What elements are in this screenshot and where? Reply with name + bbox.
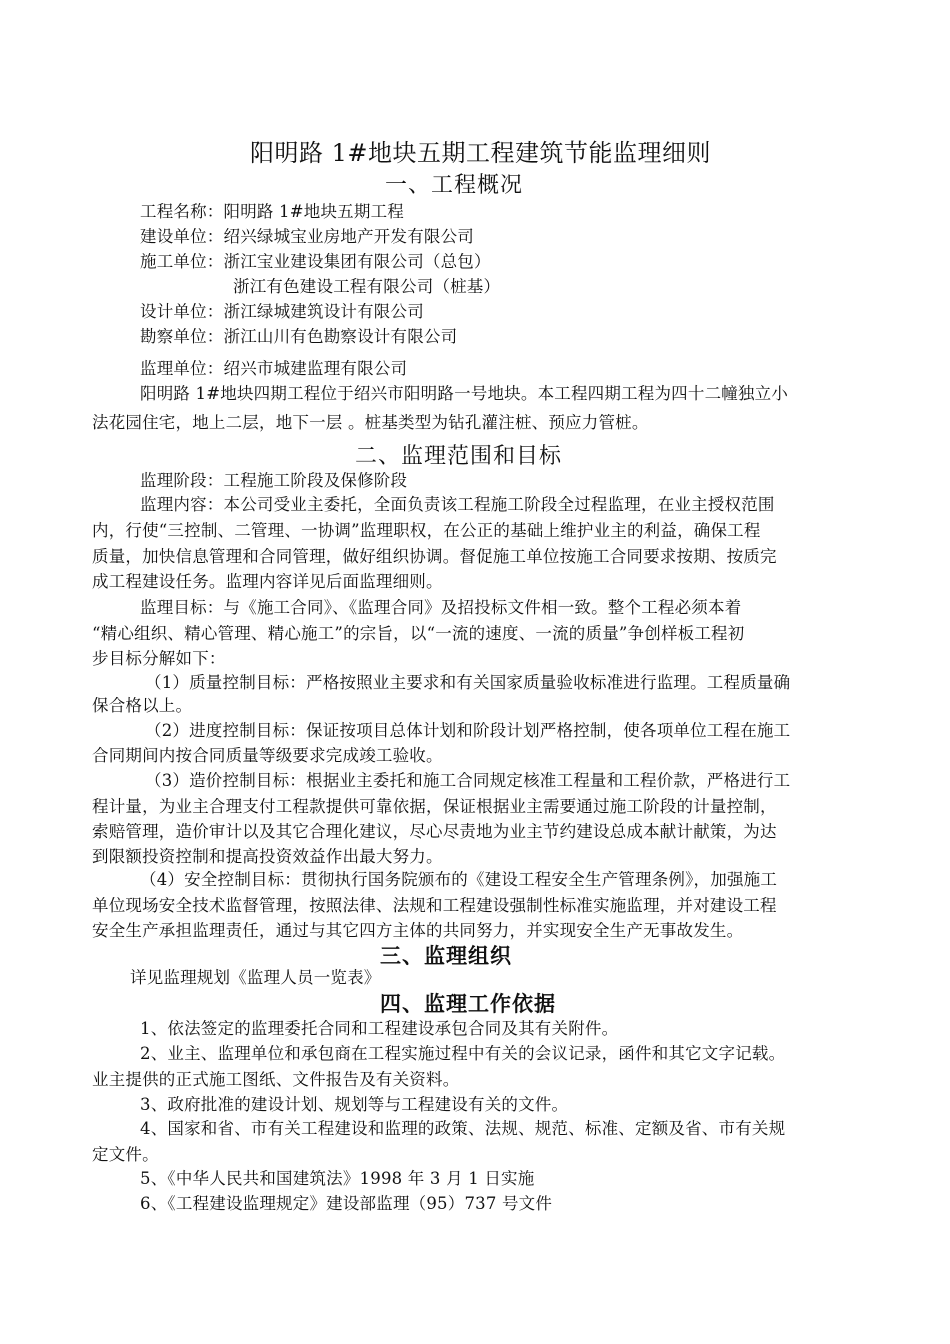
section-1-heading: 一、工程概况 <box>385 173 524 198</box>
section-4-heading: 四、监理工作依据 <box>380 991 556 1016</box>
supervision-unit: 监理单位：绍兴市城建监理有限公司 <box>140 359 408 378</box>
owner-unit: 建设单位：绍兴绿城宝业房地产开发有限公司 <box>140 227 474 246</box>
basis-item-4a: 4、国家和省、市有关工程建设和监理的政策、法规、规范、标准、定额及省、市有关规 <box>140 1119 786 1138</box>
safety-line-2: 单位现场安全技术监督管理，按照法律、法规和工程建设强制性标准实施监理，并对建设工程 <box>92 896 777 915</box>
cost-line-2: 程计量，为业主合理支付工程款提供可靠依据，保证根据业主需要通过施工阶段的计量控制， <box>92 797 777 816</box>
supervision-stage: 监理阶段：工程施工阶段及保修阶段 <box>140 471 408 490</box>
content-line-4: 成工程建设任务。监理内容详见后面监理细则。 <box>92 572 443 591</box>
safety-line-1: （4）安全控制目标：贯彻执行国务院颁布的《建设工程安全生产管理条例》，加强施工 <box>140 870 778 889</box>
cost-line-4: 到限额投资控制和提高投资效益作出最大努力。 <box>92 847 443 866</box>
project-desc-line-1: 阳明路 1#地块四期工程位于绍兴市阳明路一号地块。本工程四期工程为四十二幢独立小 <box>140 384 789 403</box>
progress-line-1: （2）进度控制目标：保证按项目总体计划和阶段计划严格控制，使各项单位工程在施工 <box>145 721 791 740</box>
basis-item-5: 5、《中华人民共和国建筑法》1998 年 3 月 1 日实施 <box>140 1169 535 1188</box>
basis-item-2a: 2、业主、监理单位和承包商在工程实施过程中有关的会议记录，函件和其它文字记载。 <box>140 1044 786 1063</box>
cost-line-1: （3）造价控制目标：根据业主委托和施工合同规定核准工程量和工程价款，严格进行工 <box>145 771 791 790</box>
content-line-1: 监理内容：本公司受业主委托，全面负责该工程施工阶段全过程监理，在业主授权范围 <box>140 495 775 514</box>
contractor-unit: 施工单位：浙江宝业建设集团有限公司（总包） <box>140 252 491 271</box>
basis-item-1: 1、依法签定的监理委托合同和工程建设承包合同及其有关附件。 <box>140 1019 619 1038</box>
section-3-heading: 三、监理组织 <box>380 943 512 968</box>
basis-item-6: 6、《工程建设监理规定》建设部监理（95）737 号文件 <box>140 1194 553 1213</box>
content-line-2: 内，行使“三控制、二管理、一协调”监理职权，在公正的基础上维护业主的利益，确保工程 <box>92 521 761 540</box>
design-unit: 设计单位：浙江绿城建筑设计有限公司 <box>140 302 424 321</box>
safety-line-3: 安全生产承担监理责任，通过与其它四方主体的共同努力，并实现安全生产无事故发生。 <box>92 921 744 940</box>
survey-unit: 勘察单位：浙江山川有色勘察设计有限公司 <box>140 327 458 346</box>
basis-item-4b: 定文件。 <box>92 1145 159 1164</box>
cost-line-3: 索赔管理，造价审计以及其它合理化建议，尽心尽责地为业主节约建设总成本献计献策，为达 <box>92 822 777 841</box>
section-3-text: 详见监理规划《监理人员一览表》 <box>130 968 381 987</box>
project-desc-line-2: 法花园住宅，地上二层，地下一层 。桩基类型为钻孔灌注桩、预应力管桩。 <box>92 413 649 432</box>
doc-title: 阳明路 1#地块五期工程建筑节能监理细则 <box>250 139 712 167</box>
goal-line-3: 步目标分解如下： <box>92 649 226 668</box>
basis-item-3: 3、政府批准的建设计划、规划等与工程建设有关的文件。 <box>140 1095 569 1114</box>
contractor-unit-2: 浙江有色建设工程有限公司（桩基） <box>233 277 501 296</box>
goal-line-1: 监理目标：与《施工合同》、《监理合同》及招投标文件相一致。整个工程必须本着 <box>140 598 742 617</box>
basis-item-2b: 业主提供的正式施工图纸、文件报告及有关资料。 <box>92 1070 460 1089</box>
progress-line-2: 合同期间内按合同质量等级要求完成竣工验收。 <box>92 746 443 765</box>
quality-line-2: 保合格以上。 <box>92 696 193 715</box>
content-line-3: 质量，加快信息管理和合同管理，做好组织协调。督促施工单位按施工合同要求按期、按质完 <box>92 547 777 566</box>
section-2-heading: 二、监理范围和目标 <box>355 444 563 469</box>
quality-line-1: （1）质量控制目标：严格按照业主要求和有关国家质量验收标准进行监理。工程质量确 <box>145 673 791 692</box>
goal-line-2: “精心组织、精心管理、精心施工”的宗旨，以“一流的速度、一流的质量”争创样板工程初 <box>92 624 745 643</box>
project-name: 工程名称：阳明路 1#地块五期工程 <box>140 202 404 221</box>
